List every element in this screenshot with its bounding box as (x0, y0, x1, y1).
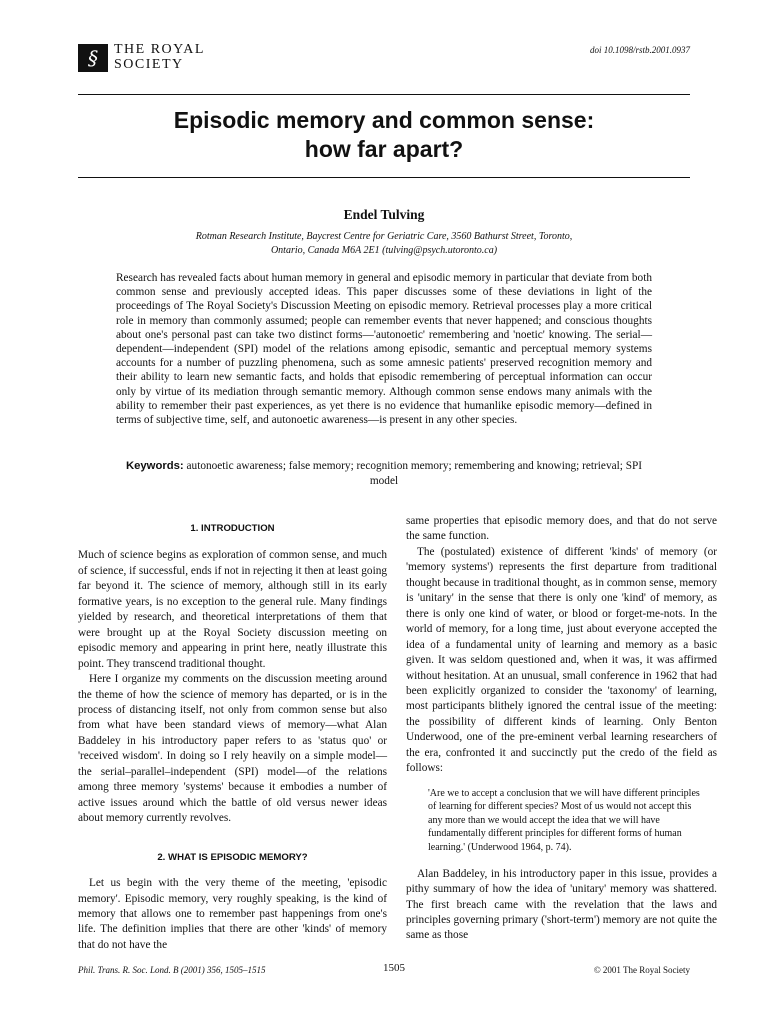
journal-citation: Phil. Trans. R. Soc. Lond. B (2001) 356, 1505–1515 (78, 965, 266, 975)
paragraph: Alan Baddeley, in his introductory paper in this issue, provides a pithy summary of how the idea of 'unitary' memory was shattered. The first breach came with the revelation that the laws and principles governing primary ('short-term') memory are not quite the same as those (406, 867, 717, 942)
author-affiliation (160, 230, 608, 258)
top-rule (78, 94, 690, 95)
royal-society-emblem-icon: § (78, 44, 108, 72)
affiliation-line-1: Rotman Research Institute, Baycrest Centre for Geriatric Care, 3560 Bathurst Street, Toronto, (195, 231, 573, 242)
publisher-name: THE ROYAL SOCIETY (114, 42, 205, 72)
author-name: Endel Tulving (343, 207, 425, 222)
paragraph: Let us begin with the very theme of the meeting, 'episodic memory'. Episodic memory, very roughly speaking, is the kind of memory that allows one to remember past happenings from one's life. The definition implies that there are other 'kinds' of memory that do not have the (78, 877, 387, 951)
affiliation-line-2: Ontario, Canada M6A 2E1 (tulving@psych.utoronto.ca) (270, 245, 498, 256)
paragraph: Here I organize my comments on the discussion meeting around the theme of how the science of memory has departed, or is in the process of distancing itself, not only from common sense but also from what have been standard views of memory—what Alan Baddeley in his introductory paper refers to as 'status quo' or 'received wisdom'. In doing so I rely heavily on a simple model—the serial–parallel–independent (SPI) model—of the relations among three memory 'systems' because it embodies a number of active issues around which the battle of old versus newer ideas about memory currently revolves. (78, 673, 387, 825)
publisher-logo (78, 42, 238, 74)
paragraph: same properties that episodic memory does, and that do not serve the same function. (406, 515, 717, 543)
copyright: © 2001 The Royal Society (593, 965, 690, 975)
keywords (116, 459, 652, 489)
doi-link[interactable]: doi 10.1098/rstb.2001.0937 (589, 45, 690, 55)
right-column (406, 514, 717, 944)
paragraph: Much of science begins as exploration of common sense, and much of science, if successful, ends if not in rejecting it then at least going far beyond it. The science of memory, although still in its early formative years, is no exception to the general rule. Many findings yielded by research, and theoretical interpretations of them that were brought up at the Royal Society discussion meeting on episodic memory and appearing in print here, neatly illustrate this point. They transcend traditional thought. (78, 549, 388, 670)
block-quote: 'Are we to accept a conclusion that we will have different principles of learning for different species? Most of us would not accept this any more than we would accept the idea that we will have fundamentally different principles for different forms of human learning.' (Underwood 1964, p. 74). (428, 787, 700, 854)
title-line-2: how far apart? (304, 136, 464, 162)
title-line-1: Episodic memory and common sense: (173, 107, 595, 133)
article-title (78, 106, 690, 164)
section-heading-introduction: 1. INTRODUCTION (190, 523, 275, 534)
abstract: Research has revealed facts about human memory in general and episodic memory in particular that deviate from both common sense and previously accepted ideas. This paper discusses some of these deviations in light of the proceedings of The Royal Society's Discussion Meeting on episodic memory. Retrieval processes play a more critical role in memory than commonly assumed; people can remember events that never happened; and conscious thoughts about one's personal past can take two distinct forms—'autonoetic' remembering and 'noetic' knowing. The serial—dependent—independent (SPI) model of the relations among episodic, semantic and perceptual memory systems accounts for a number of puzzling phenomena, such as some amnesic patients' preserved recognition memory and their ability to learn new semantic facts, and holds that episodic remembering of perceptual information can occur only by virtue of its mediation through semantic memory. Although common sense endows many animals with the ability to remember their past experiences, as yet there is no evidence that humanlike episodic memory—defined in terms of subjective time, self, and autonoetic awareness—is present in any other species. (116, 272, 652, 427)
keywords-label: Keywords: (125, 460, 184, 472)
left-column (78, 521, 387, 953)
keywords-list: autonoetic awareness; false memory; recognition memory; remembering and knowing; retrieval; SPI model (186, 460, 643, 487)
paragraph: The (postulated) existence of different 'kinds' of memory (or 'memory systems') represents the first departure from traditional thought because in traditional thought, as in common sense, memory is 'unitary' in the sense that there is only one 'kind' of memory, as there is only one kind of water, or blood or forget-me-nots. In the world of memory, for a long time, just about everyone accepted the idea of a fundamental unity of learning and memory as a basic given. It was seldom questioned and, when it was, it was affirmed without hesitation. At an unusual, small conference in 1962 that had been explicitly organized to consider the 'taxonomy' of learning, most participants blithely ignored the central issue of the meeting: the possibility of different kinds of learning. Only Benton Underwood, one of the pre-eminent verbal learning researchers of the era, confronted it and succinctly put the credo of the field as follows: (406, 545, 717, 775)
section-heading-episodic-memory: 2. WHAT IS EPISODIC MEMORY? (157, 851, 308, 863)
title-rule (78, 177, 690, 178)
page-number: 1505 (383, 962, 405, 974)
